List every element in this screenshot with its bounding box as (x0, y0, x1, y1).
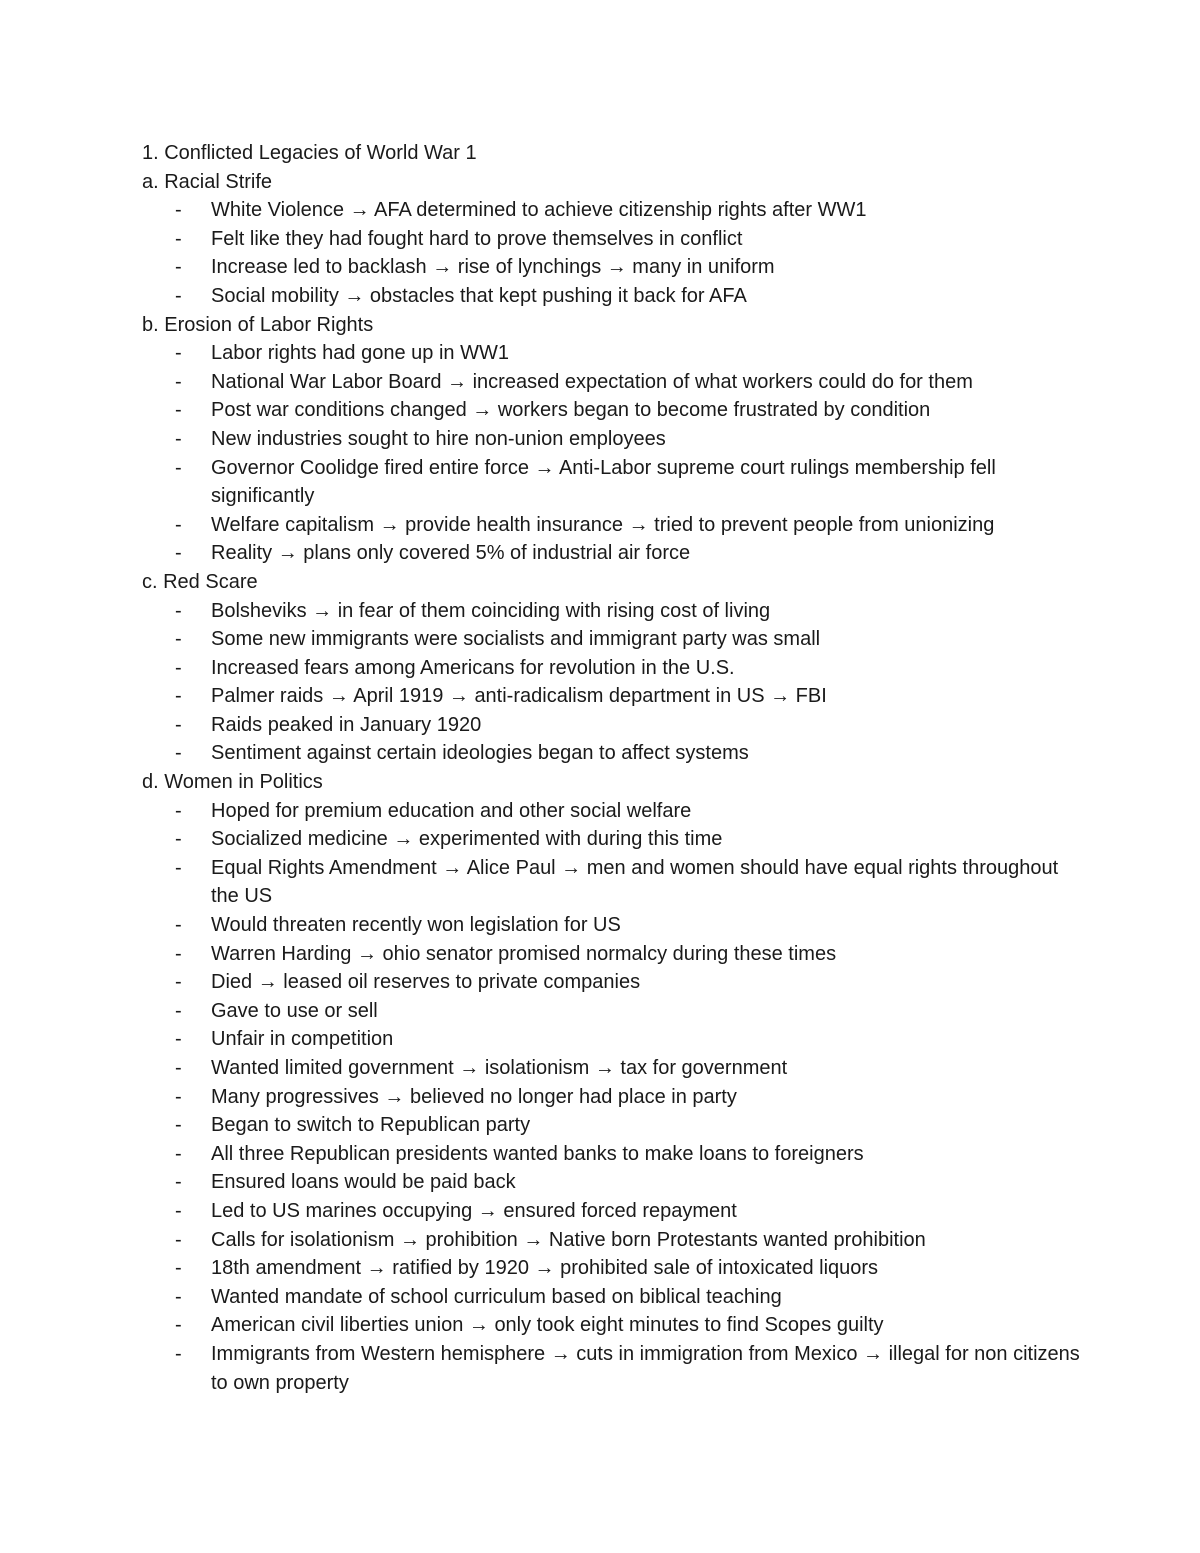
dash-bullet: - (175, 542, 182, 565)
list-item-text: Raids peaked in January 1920 (211, 713, 482, 736)
list-item-text: American civil liberties union → only took eight minutes to find Scopes guilty (211, 1314, 884, 1337)
list-item (142, 511, 1082, 540)
document-heading: 1. Conflicted Legacies of World War 1 (142, 142, 477, 164)
list-item (142, 425, 1082, 454)
list-item-text: Reality → plans only covered 5% of industrial air force (211, 542, 691, 565)
list-item (142, 597, 1082, 626)
list-item (142, 368, 1082, 397)
list-item-text: Labor rights had gone up in WW1 (211, 342, 509, 365)
dash-bullet: - (175, 342, 182, 365)
list-item-text: Welfare capitalism → provide health insurance → tried to prevent people from unionizing (211, 513, 995, 536)
list-item-text: Calls for isolationism → prohibition → Native born Protestants wanted prohibition (211, 1228, 926, 1251)
dash-bullet: - (175, 742, 182, 765)
list-item (142, 682, 1082, 711)
list-item (142, 1054, 1082, 1083)
dash-bullet: - (175, 828, 182, 851)
list-item-text: Many progressives → believed no longer had place in party (211, 1085, 737, 1108)
dash-bullet: - (175, 685, 182, 708)
dash-bullet: - (175, 227, 182, 250)
list-item-text: Social mobility → obstacles that kept pushing it back for AFA (211, 284, 747, 307)
list-item-text: Would threaten recently won legislation for US (211, 914, 621, 937)
list-item (142, 1140, 1082, 1169)
list-item-text: New industries sought to hire non-union employees (211, 427, 666, 450)
list-item (142, 339, 1082, 368)
list-item (142, 968, 1082, 997)
list-item (142, 1226, 1082, 1255)
dash-bullet: - (175, 199, 182, 222)
list-item-text: 18th amendment → ratified by 1920 → prohibited sale of intoxicated liquors (211, 1257, 879, 1280)
list-item (142, 825, 1082, 854)
dash-bullet: - (175, 1342, 182, 1365)
dash-bullet: - (175, 1057, 182, 1079)
list-item (142, 396, 1082, 425)
section-title-racial-strife: a. Racial Strife (142, 170, 273, 193)
list-item-text: Led to US marines occupying → ensured forced repayment (211, 1199, 737, 1222)
dash-bullet: - (175, 256, 182, 279)
section-title-women-in-politics: d. Women in Politics (142, 771, 323, 794)
list-item (142, 1111, 1082, 1140)
dash-bullet: - (175, 370, 182, 393)
list-item (142, 711, 1082, 740)
list-item-text: Felt like they had fought hard to prove themselves in conflict (211, 227, 743, 250)
list-item (142, 1254, 1082, 1283)
list-item (142, 1083, 1082, 1112)
list-item-text: Sentiment against certain ideologies began to affect systems (211, 742, 749, 765)
dash-bullet: - (175, 942, 182, 965)
list-item-text: All three Republican presidents wanted banks to make loans to foreigners (211, 1142, 864, 1165)
list-item (142, 1311, 1082, 1340)
list-item (142, 654, 1082, 683)
dash-bullet: - (175, 1314, 182, 1337)
list-item (142, 940, 1082, 969)
dash-bullet: - (175, 656, 182, 679)
list-item (142, 225, 1082, 254)
list-item-text: Began to switch to Republican party (211, 1114, 531, 1137)
dash-bullet: - (175, 1171, 182, 1194)
list-item (142, 539, 1082, 568)
list-item (142, 1283, 1082, 1312)
list-item-text: White Violence → AFA determined to achieve citizenship rights after WW1 (211, 199, 867, 222)
list-item (142, 625, 1082, 654)
dash-bullet: - (175, 284, 182, 307)
list-item-text: Wanted limited government → isolationism → tax for government (211, 1057, 788, 1079)
list-item-text: Unfair in competition (211, 1028, 394, 1051)
list-item (142, 1340, 1082, 1397)
list-item-text: Equal Rights Amendment → Alice Paul → men and women should have equal rights throughout the US (211, 856, 1059, 908)
dash-bullet: - (175, 628, 182, 651)
list-item-text: Increased fears among Americans for revolution in the U.S. (211, 656, 735, 679)
list-item-text: Socialized medicine → experimented with during this time (211, 828, 723, 851)
list-item-text: Gave to use or sell (211, 999, 378, 1022)
section-list-women-in-politics (142, 797, 1082, 1397)
section-title-labor-rights: b. Erosion of Labor Rights (142, 313, 374, 336)
list-item (142, 196, 1082, 225)
list-item-text: Bolsheviks → in fear of them coinciding with rising cost of living (211, 599, 771, 622)
list-item (142, 797, 1082, 826)
list-item-text: Increase led to backlash → rise of lynchings → many in uniform (211, 256, 775, 279)
list-item (142, 253, 1082, 282)
dash-bullet: - (175, 1142, 182, 1165)
dash-bullet: - (175, 456, 182, 479)
list-item-text: Immigrants from Western hemisphere → cuts in immigration from Mexico → illegal for non citizens to own property (211, 1342, 1080, 1394)
list-item-text: National War Labor Board → increased expectation of what workers could do for them (211, 370, 973, 393)
list-item-text: Post war conditions changed → workers began to become frustrated by condition (211, 399, 931, 422)
dash-bullet: - (175, 1228, 182, 1251)
dash-bullet: - (175, 427, 182, 450)
section-list-racial-strife (142, 196, 1082, 310)
dash-bullet: - (175, 713, 182, 736)
dash-bullet: - (175, 1199, 182, 1222)
dash-bullet: - (175, 1085, 182, 1108)
dash-bullet: - (175, 1285, 182, 1308)
dash-bullet: - (175, 971, 182, 994)
list-item-text: Hoped for premium education and other social welfare (211, 799, 692, 822)
list-item-text: Warren Harding → ohio senator promised normalcy during these times (211, 942, 837, 965)
list-item-text: Wanted mandate of school curriculum based on biblical teaching (211, 1285, 782, 1308)
dash-bullet: - (175, 599, 182, 622)
list-item (142, 997, 1082, 1026)
list-item-text: Palmer raids → April 1919 → anti-radicalism department in US → FBI (211, 685, 827, 708)
list-item (142, 1197, 1082, 1226)
section-title-red-scare: c. Red Scare (142, 570, 258, 593)
list-item-text: Governor Coolidge fired entire force → Anti-Labor supreme court rulings membership fell significantly (211, 456, 996, 508)
section-list-labor-rights (142, 339, 1082, 568)
list-item (142, 739, 1082, 768)
dash-bullet: - (175, 799, 182, 822)
dash-bullet: - (175, 513, 182, 536)
document-page (142, 139, 1082, 1397)
dash-bullet: - (175, 1257, 182, 1280)
dash-bullet: - (175, 856, 182, 879)
list-item (142, 911, 1082, 940)
dash-bullet: - (175, 999, 182, 1022)
list-item (142, 454, 1082, 511)
dash-bullet: - (175, 399, 182, 422)
list-item-text: Ensured loans would be paid back (211, 1171, 516, 1194)
list-item-text: Some new immigrants were socialists and immigrant party was small (211, 628, 821, 651)
list-item (142, 1168, 1082, 1197)
dash-bullet: - (175, 1114, 182, 1137)
dash-bullet: - (175, 914, 182, 937)
section-list-red-scare (142, 597, 1082, 769)
list-item (142, 854, 1082, 911)
list-item (142, 1025, 1082, 1054)
list-item-text: Died → leased oil reserves to private companies (211, 971, 641, 994)
list-item (142, 282, 1082, 311)
dash-bullet: - (175, 1028, 182, 1051)
